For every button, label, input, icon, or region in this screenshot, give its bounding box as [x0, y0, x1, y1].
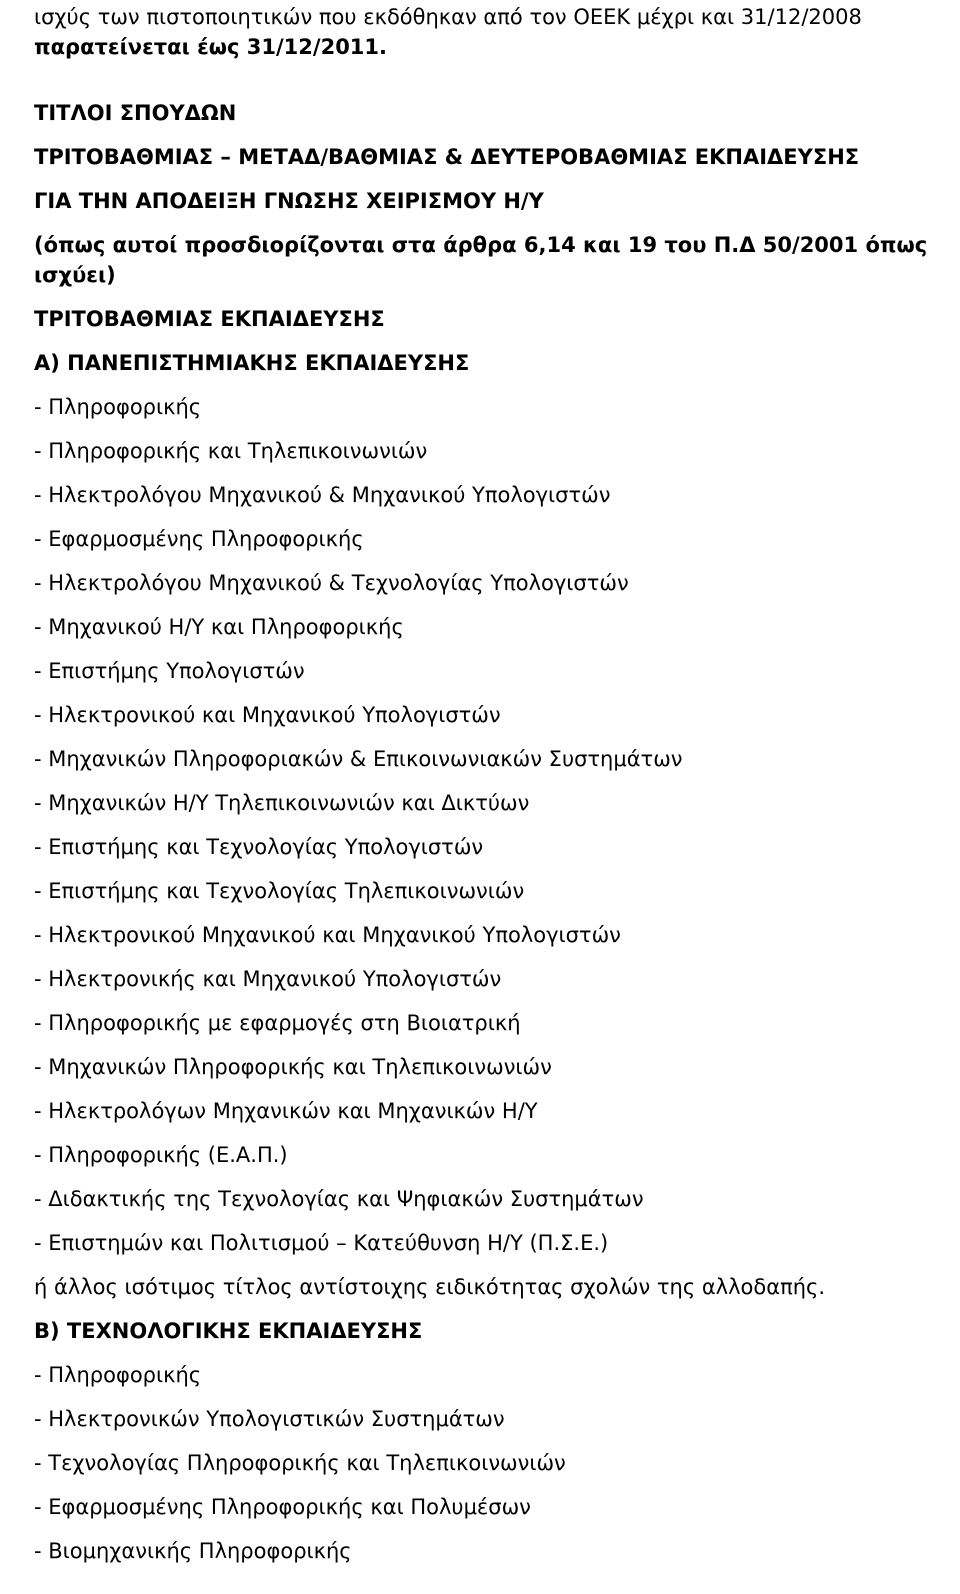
list-item: - Ηλεκτρολόγων Μηχανικών και Μηχανικών Η/Υ — [34, 1099, 538, 1123]
list-item: - Διδακτικής της Τεχνολογίας και Ψηφιακών Συστημάτων — [34, 1187, 644, 1211]
heading-titles: ΤΙΤΛΟΙ ΣΠΟΥΔΩΝ — [34, 101, 237, 125]
list-item: - Πληροφορικής — [34, 395, 202, 419]
list-item: - Ηλεκτρολόγου Μηχανικού & Τεχνολογίας Υπολογιστών — [34, 571, 629, 595]
heading-tertiary: ΤΡΙΤΟΒΑΘΜΙΑΣ ΕΚΠΑΙΔΕΥΣΗΣ — [34, 307, 385, 331]
list-item: - Εφαρμοσμένης Πληροφορικής και Πολυμέσων — [34, 1495, 531, 1519]
list-item: - Πληροφορικής με εφαρμογές στη Βιοιατρική — [34, 1011, 521, 1035]
list-item: - Ηλεκτρονικού και Μηχανικού Υπολογιστών — [34, 703, 501, 727]
list-item: - Πληροφορικής (Ε.Α.Π.) — [34, 1143, 288, 1167]
list-item: - Επιστήμης και Τεχνολογίας Τηλεπικοινωνιών — [34, 879, 525, 903]
list-item: - Ηλεκτρολόγου Μηχανικού & Μηχανικού Υπολογιστών — [34, 483, 611, 507]
section-a-list — [34, 392, 952, 1258]
list-item: - Ηλεκτρονικού Μηχανικού και Μηχανικού Υπολογιστών — [34, 923, 621, 947]
list-item: - Ηλεκτρονικής και Μηχανικού Υπολογιστών — [34, 967, 502, 991]
list-item: - Τεχνολογίας Πληροφορικής και Τηλεπικοινωνιών — [34, 1451, 566, 1475]
heading-purpose: ΓΙΑ ΤΗΝ ΑΠΟΔΕΙΞΗ ΓΝΩΣΗΣ ΧΕΙΡΙΣΜΟΥ Η/Υ — [34, 189, 544, 213]
intro-line-1: ισχύς των πιστοποιητικών που εκδόθηκαν από τον ΟΕΕΚ μέχρι και 31/12/2008 — [34, 5, 862, 29]
intro-line-2: παρατείνεται έως 31/12/2011. — [34, 35, 388, 59]
list-item: - Μηχανικών Πληροφορικής και Τηλεπικοινωνιών — [34, 1055, 552, 1079]
list-item: - Πληροφορικής — [34, 1363, 202, 1387]
list-item: - Βιομηχανικής Πληροφορικής — [34, 1539, 352, 1563]
heading-levels: ΤΡΙΤΟΒΑΘΜΙΑΣ – ΜΕΤΑΔ/ΒΑΘΜΙΑΣ & ΔΕΥΤΕΡΟΒΑΘΜΙΑΣ ΕΚΠΑΙΔΕΥΣΗΣ — [34, 145, 860, 169]
section-a-title: Α) ΠΑΝΕΠΙΣΤΗΜΙΑΚΗΣ ΕΚΠΑΙΔΕΥΣΗΣ — [34, 351, 470, 375]
section-a-footer: ή άλλος ισότιμος τίτλος αντίστοιχης ειδικότητας σχολών της αλλοδαπής. — [34, 1275, 826, 1299]
list-item: - Μηχανικών Πληροφοριακών & Επικοινωνιακών Συστημάτων — [34, 747, 683, 771]
list-item: - Πληροφορικής και Τηλεπικοινωνιών — [34, 439, 428, 463]
section-b-title: Β) ΤΕΧΝΟΛΟΓΙΚΗΣ ΕΚΠΑΙΔΕΥΣΗΣ — [34, 1319, 423, 1343]
list-item: - Επιστημών και Πολιτισμού – Κατεύθυνση Η/Υ (Π.Σ.Ε.) — [34, 1231, 609, 1255]
document-page — [34, 0, 952, 1566]
section-b-list — [34, 1360, 952, 1566]
heading-reference: (όπως αυτοί προσδιορίζονται στα άρθρα 6,14 και 19 του Π.Δ 50/2001 όπως ισχύει) — [34, 233, 928, 287]
list-item: - Επιστήμης και Τεχνολογίας Υπολογιστών — [34, 835, 484, 859]
list-item: - Μηχανικού Η/Υ και Πληροφορικής — [34, 615, 404, 639]
list-item: - Επιστήμης Υπολογιστών — [34, 659, 305, 683]
list-item: - Εφαρμοσμένης Πληροφορικής — [34, 527, 364, 551]
list-item: - Μηχανικών Η/Υ Τηλεπικοινωνιών και Δικτύων — [34, 791, 530, 815]
list-item: - Ηλεκτρονικών Υπολογιστικών Συστημάτων — [34, 1407, 505, 1431]
